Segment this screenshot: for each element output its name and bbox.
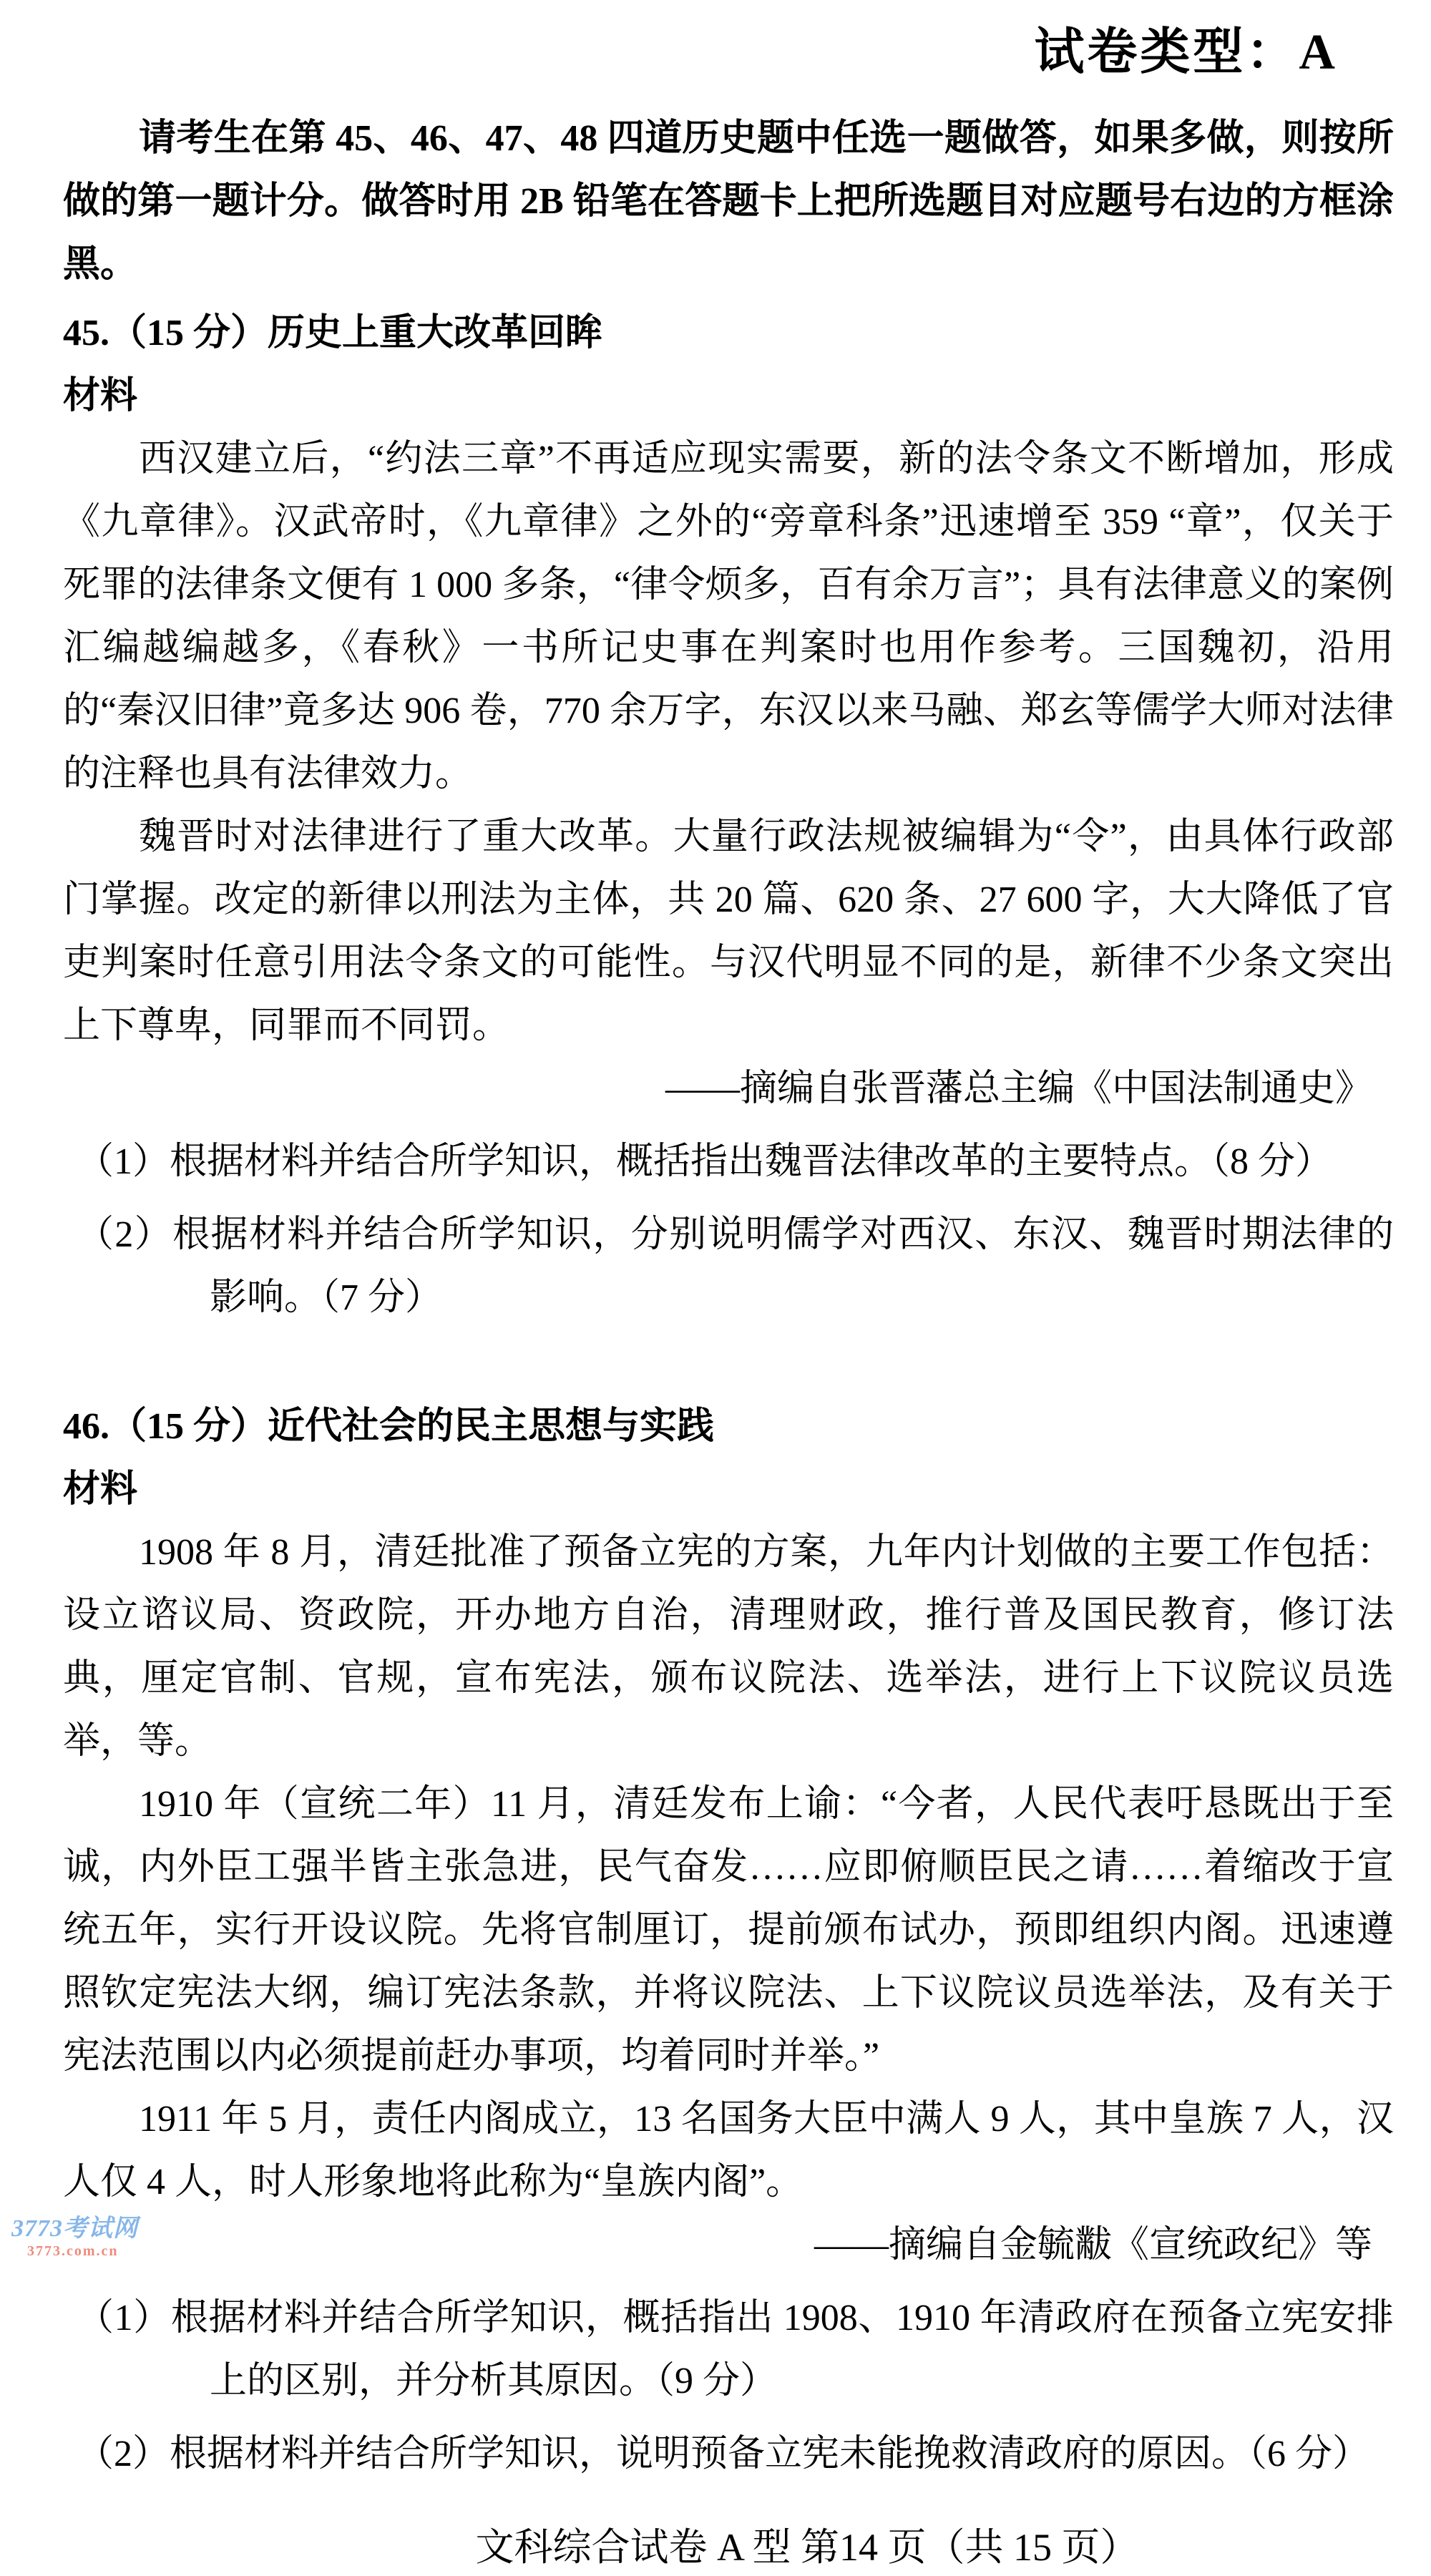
question-45-subquestion-2: （2）根据材料并结合所学知识，分别说明儒学对西汉、东汉、魏晋时期法律的影响。（7 分） [77, 1214, 1394, 1318]
question-45-material-label: 材料 [63, 376, 138, 416]
question-45-heading: 45.（15 分）历史上重大改革回眸 [63, 313, 603, 353]
watermark-site-name: 3773考试网 [11, 2215, 138, 2242]
page-footer-label: 文科综合试卷 A 型 第14 页（共 15 页） [475, 2526, 1139, 2569]
question-45-source-attribution: ——摘编自张晋藩总主编《中国法制通史》 [665, 1068, 1372, 1109]
candidate-instructions: 请考生在第 45、46、47、48 四道历史题中任选一题做答，如果多做，则按所做的第一题计分。做答时用 2B 铅笔在答题卡上把所选题目对应题号右边的方框涂黑。 [63, 118, 1394, 285]
question-45-material-paragraph-1: 西汉建立后，“约法三章”不再适应现实需要，新的法令条文不断增加，形成《九章律》。汉武帝时，《九章律》之外的“旁章科条”迅速增至 359 “章”，仅关于死罪的法律条文便有 1 000 多条，“律令烦多，百有余万言”；具有法律意义的案例汇编越编越多，《春秋》一书所记史事在判案时也用作参考。三国魏初，沿用的“秦汉旧律”竟多达 906 卷，770 余万字，东汉以来马融、郑玄等儒学大师对法律的注释也具有法律效力。 [63, 439, 1394, 794]
question-46-section [63, 1395, 1394, 2486]
question-45-section [63, 302, 1394, 1330]
question-45-material-paragraph-2: 魏晋时对法律进行了重大改革。大量行政法规被编辑为“令”，由具体行政部门掌握。改定的新律以刑法为主体，共 20 篇、620 条、27 600 字，大大降低了官吏判案时任意引用法令条文的可能性。与汉代明显不同的是，新律不少条文突出上下尊卑，同罪而不同罚。 [63, 816, 1394, 1046]
question-45-subquestion-1: （1）根据材料并结合所学知识，概括指出魏晋法律改革的主要特点。（8 分） [77, 1141, 1333, 1182]
exam-type-label: 试卷类型：A [1034, 25, 1338, 80]
question-46-material-paragraph-1: 1908 年 8 月，清廷批准了预备立宪的方案，九年内计划做的主要工作包括：设立谘议局、资政院，开办地方自治，清理财政，推行普及国民教育，修订法典，厘定官制、官规，宣布宪法，颁布议院法、选举法，进行上下议院议员选举，等。 [63, 1532, 1394, 1762]
question-46-material-paragraph-2: 1910 年（宣统二年）11 月，清廷发布上谕：“今者，人民代表吁恳既出于至诚，内外臣工强半皆主张急进，民气奋发……应即俯顺臣民之请……着缩改于宣统五年，实行开设议院。先将官制厘订，提前颁布试办，预即组织内阁。迅速遵照钦定宪法大纲，编订宪法条款，并将议院法、上下议院议员选举法，及有关于宪法范围以内必须提前赶办事项，均着同时并举。” [63, 1784, 1394, 2077]
site-watermark [11, 2217, 138, 2258]
question-46-subquestion-2: （2）根据材料并结合所学知识，说明预备立宪未能挽救清政府的原因。（6 分） [77, 2434, 1370, 2474]
question-46-heading: 46.（15 分）近代社会的民主思想与实践 [63, 1406, 715, 1447]
question-46-source-attribution: ——摘编自金毓黻《宣统政纪》等 [814, 2225, 1372, 2265]
question-46-subquestion-1: （1）根据材料并结合所学知识，概括指出 1908、1910 年清政府在预备立宪安排上的区别，并分析其原因。（9 分） [77, 2298, 1394, 2401]
watermark-site-url: 3773.com.cn [27, 2243, 119, 2259]
question-46-material-label: 材料 [63, 1469, 138, 1510]
question-46-material-paragraph-3: 1911 年 5 月，责任内阁成立，13 名国务大臣中满人 9 人，其中皇族 7 人，汉人仅 4 人，时人形象地将此称为“皇族内阁”。 [63, 2099, 1394, 2202]
